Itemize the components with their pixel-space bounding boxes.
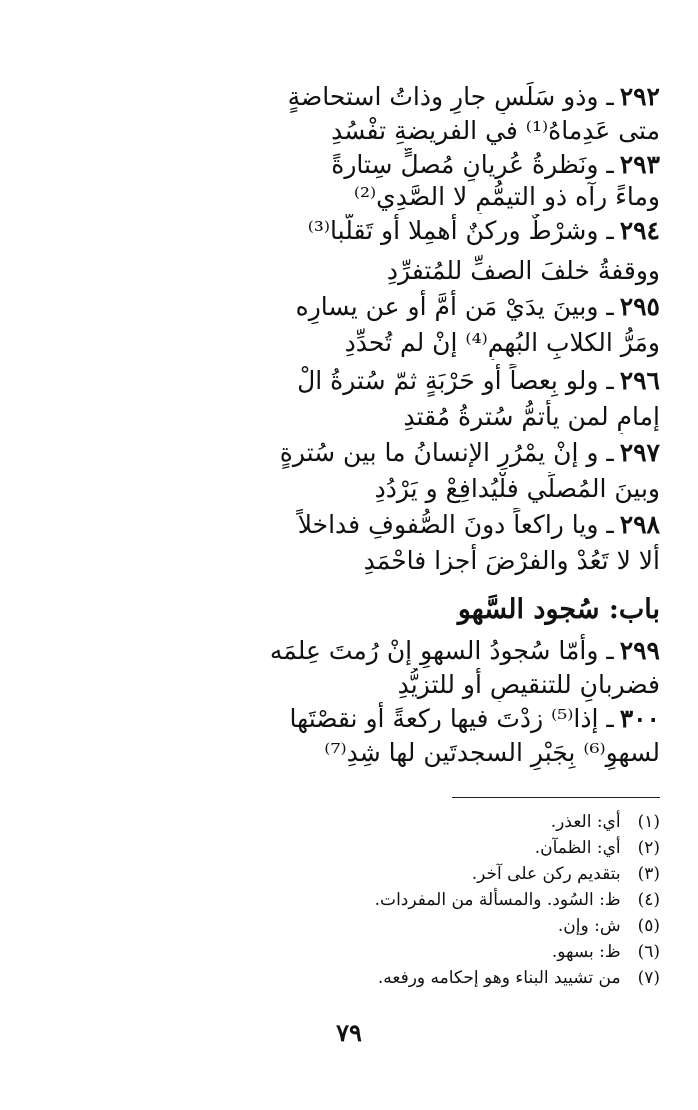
verse-298-first-hemistich: [40, 508, 660, 542]
footnote-6: [40, 940, 660, 964]
verse-296-second-hemistich: إمامِ لمن يأتمُّ سُترةُ مُقتدِ: [403, 402, 660, 431]
verse-text: ـ وشرْطٌ وركنٌ أُهمِلا أو تَقلَّبا⁽³⁾: [307, 216, 614, 245]
footnote-number: (٢): [637, 838, 660, 858]
footnote-text: أي: العذر.: [550, 812, 621, 832]
footnote-number: (٣): [637, 864, 660, 884]
verse-number: ٢٩٢: [619, 82, 660, 111]
footnote-number: (٤): [637, 890, 660, 910]
verse-number: ٣٠٠: [619, 704, 660, 733]
verse-text: ـ وذو سَلَسٍ جارٍ وذاتُ استحاضةٍ: [287, 82, 614, 111]
footnote-text: أي: الظمآن.: [534, 838, 621, 858]
verse-text: ـ ويا راكعاً دونَ الصُّفوفِ فداخلاً: [297, 510, 614, 539]
footnote-separator: [452, 797, 660, 798]
verse-298-second-hemistich: ألا لا تَعُدْ والفرْضَ أجزا فاحْمَدِ: [363, 546, 660, 575]
footnote-text: بتقديم ركن على آخر.: [471, 864, 621, 884]
verse-295-first-hemistich: [40, 290, 660, 324]
verse-text: ـ وأمّا سُجودُ السهوِ إنْ رُمتَ عِلمَه: [269, 636, 614, 665]
chapter-heading: باب: سُجود السَّهو: [457, 594, 660, 625]
footnote-4: [40, 888, 660, 912]
footnote-text: من تشييد البناء وهو إحكامه ورفعه.: [377, 968, 621, 988]
verse-number: ٢٩٨: [619, 510, 660, 539]
footnote-1: [40, 810, 660, 834]
verse-297-first-hemistich: [40, 436, 660, 470]
verse-293-second-hemistich: وماءً رآه ذو التيمُّمِ لا الصَّدِي⁽²⁾: [353, 182, 660, 211]
verse-number: ٢٩٩: [619, 636, 660, 665]
verse-text: ـ ونَظرةُ عُريانٍ مُصلٍّ سِتارةً: [331, 150, 614, 179]
verse-number: ٢٩٦: [619, 366, 660, 395]
verse-number: ٢٩٧: [619, 438, 660, 467]
verse-text: ـ إذا⁽⁵⁾ زدْتَ فيها ركعةً أو نقصْتَها: [289, 704, 614, 733]
verse-294-second-hemistich: ووقفةُ خلفَ الصفِّ للمُتفرِّدِ: [386, 256, 660, 285]
verse-292-first-hemistich: [40, 80, 660, 114]
footnote-text: ظ: السُود. والمسألة من المفردات.: [374, 890, 621, 910]
verse-300-second-hemistich: لسهوٍ⁽⁶⁾ بِجَبْرِ السجدتَين لها شِدِ⁽⁷⁾: [324, 738, 660, 767]
verse-297-second-hemistich: وبينَ المُصلِّي فلْيُدافِعْ و يَرْدُدِ: [374, 474, 660, 503]
footnote-number: (٥): [637, 916, 660, 936]
verse-293-first-hemistich: [40, 148, 660, 182]
verse-299-first-hemistich: [40, 634, 660, 668]
verse-294-first-hemistich: [40, 214, 660, 248]
verse-300-first-hemistich: [40, 702, 660, 736]
footnote-3: [40, 862, 660, 886]
verse-299-second-hemistich: فضربانِ للتنقيصِ أو للتزيُّدِ: [397, 670, 660, 699]
verse-292-second-hemistich: متى عَدِماهُ⁽¹⁾ في الفريضةِ تفْسُدِ: [331, 116, 660, 145]
footnote-text: ش: وإن.: [557, 916, 621, 936]
footnote-number: (٧): [637, 968, 660, 988]
footnote-7: [40, 966, 660, 990]
verse-296-first-hemistich: [40, 364, 660, 398]
verse-text: ـ وبينَ يدَيْ مَن أمَّ أو عن يسارِه: [295, 292, 614, 321]
footnote-5: [40, 914, 660, 938]
verse-295-second-hemistich: ومَرُّ الكلابِ البُهمِ⁽⁴⁾ إنْ لم تُحدِّدِ: [344, 328, 660, 357]
page-number: ٧٩: [336, 1018, 362, 1047]
verse-number: ٢٩٣: [619, 150, 660, 179]
verse-text: ـ ولو بِعصاً أو حَرْبَةٍ ثمّ سُترةُ الْ: [297, 366, 614, 395]
footnote-text: ظ: بسهو.: [551, 942, 621, 962]
footnote-number: (١): [637, 812, 660, 832]
footnote-number: (٦): [637, 942, 660, 962]
verse-text: ـ و إنْ يمْرُرِ الإنسانُ ما بين سُترةٍ: [279, 438, 614, 467]
verse-number: ٢٩٤: [619, 216, 660, 245]
footnote-2: [40, 836, 660, 860]
verse-number: ٢٩٥: [619, 292, 660, 321]
